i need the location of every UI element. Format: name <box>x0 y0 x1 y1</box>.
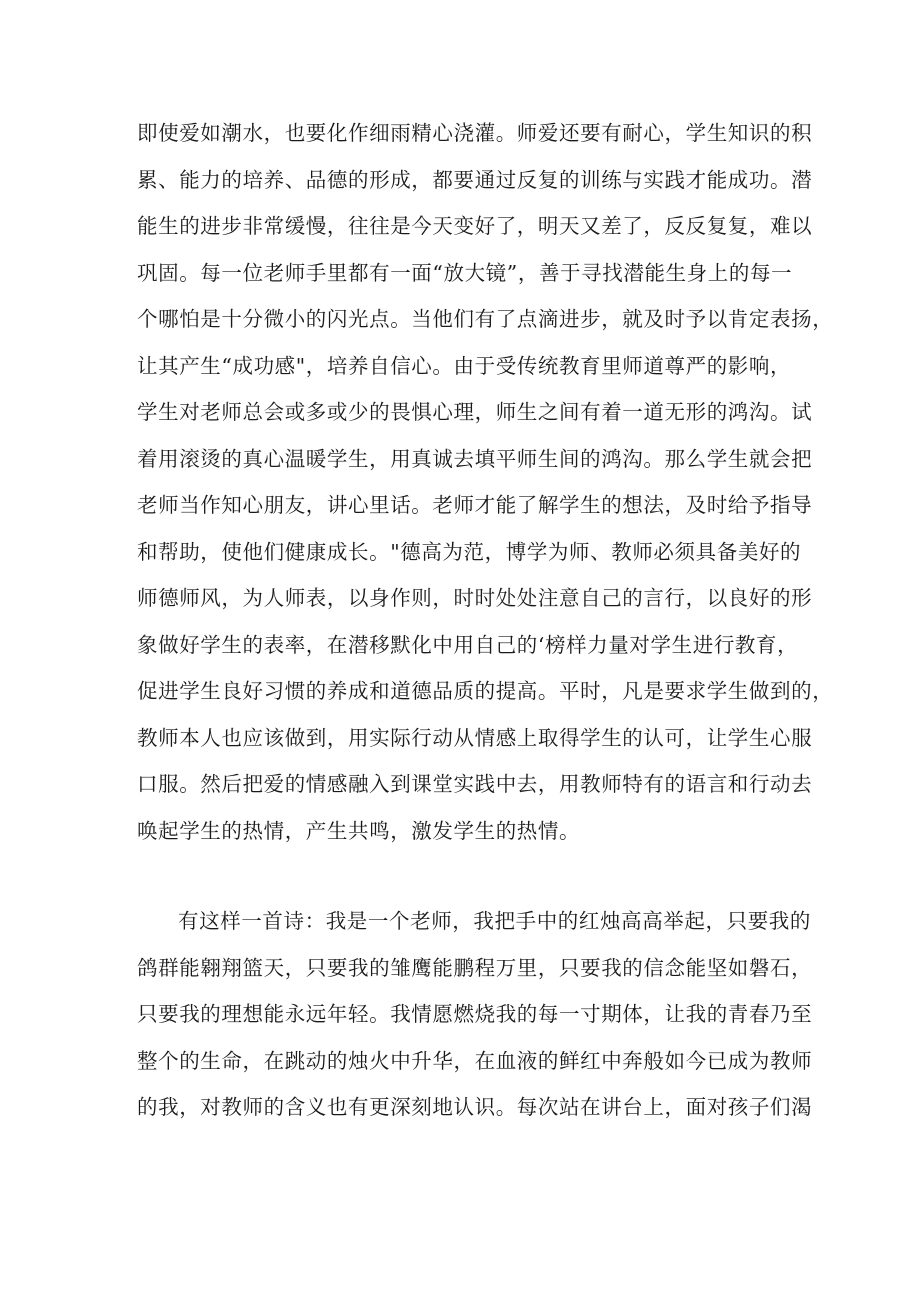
text-line: 老师当作知心朋友，讲心里话。老师才能了解学生的想法，及时给予指导 <box>137 493 813 517</box>
text-line: 和帮助，使他们健康成长。"德高为范，博学为师、教师必须具备美好的 <box>137 539 802 564</box>
text-line: 象做好学生的表率，在潜移默化中用自己的‘榜样力量对学生进行教育， <box>137 632 799 657</box>
text-line: 着用滚烫的真心温暖学生，用真诚去填平师生间的鸿沟。那么学生就会把 <box>137 446 813 471</box>
text-line: 个哪怕是十分微小的闪光点。当他们有了点滴进步，就及时予以肯定表扬， <box>137 307 834 331</box>
paragraph-2 <box>137 898 813 1131</box>
text-line: 鸽群能翱翔篮天，只要我的雏鹰能鹏程万里，只要我的信念能坚如磐石， <box>137 955 813 980</box>
text-line: 即使爱如潮水，也要化作细雨精心浇灌。师爱还要有耐心，学生知识的积 <box>137 121 813 145</box>
paragraph-1 <box>137 110 834 854</box>
text-line: 师德师风，为人师表，以身作则，时时处处注意自己的言行，以良好的形 <box>137 586 813 610</box>
text-line: 学生对老师总会或多或少的畏惧心理，师生之间有着一道无形的鸿沟。试 <box>137 400 813 424</box>
text-line: 口服。然后把爱的情感融入到课堂实践中去，用教师特有的语言和行动去 <box>137 772 813 796</box>
text-line: 巩固。每一位老师手里都有一面“放大镜”，善于寻找潜能生身上的每一 <box>137 260 793 285</box>
text-line: 只要我的理想能永远年轻。我情愿燃烧我的每一寸期体，让我的青春乃至 <box>137 1002 813 1026</box>
text-line: 整个的生命，在跳动的烛火中升华，在血液的鲜红中奔般如今已成为教师 <box>137 1048 813 1073</box>
text-line: 促进学生良好习惯的养成和道德品质的提高。平时，凡是要求学生做到的， <box>137 679 834 703</box>
text-line: 能生的进步非常缓慢，往往是今天变好了，明天又差了，反反复复，难以 <box>137 214 813 238</box>
text-line: 让其产生“成功感"，培养自信心。由于受传统教育里师道尊严的影响， <box>137 353 792 378</box>
text-line: 累、能力的培养、品德的形成，都要通过反复的训练与实践才能成功。潜 <box>137 167 813 192</box>
text-line: 唤起学生的热情，产生共鸣，激发学生的热情。 <box>137 818 581 843</box>
text-line: 有这样一首诗：我是一个老师，我把手中的红烛高高举起，只要我的 <box>178 909 811 933</box>
text-line: 的我，对教师的含义也有更深刻地认识。每次站在讲台上，面对孩子们渴 <box>137 1095 813 1119</box>
text-line: 教师本人也应该做到，用实际行动从情感上取得学生的认可，让学生心服 <box>137 725 813 750</box>
